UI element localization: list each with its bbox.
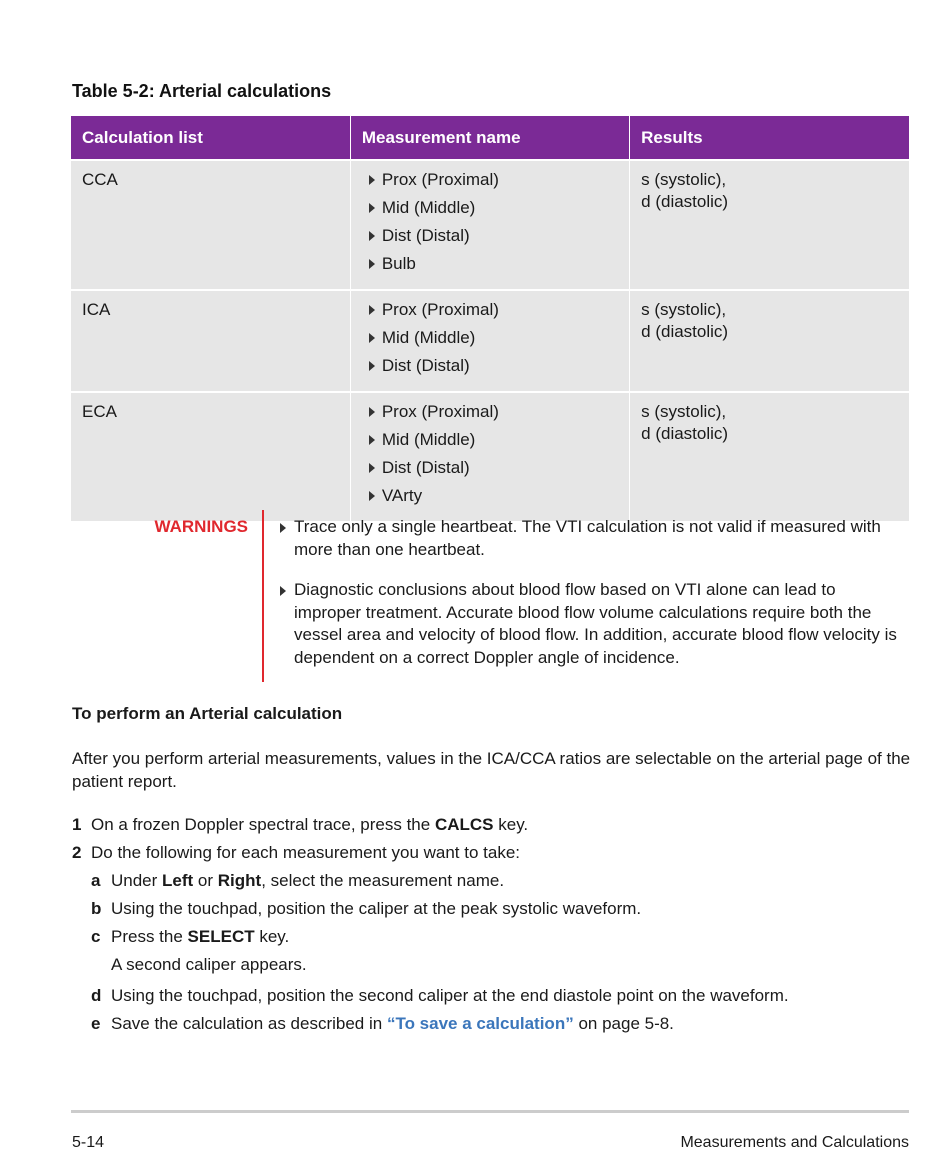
list-item: VArty <box>369 485 618 513</box>
arterial-calculations-table <box>71 116 909 521</box>
substep-note: A second caliper appears. <box>111 955 307 974</box>
warnings-label: WARNINGS <box>154 517 248 536</box>
list-item: Mid (Middle) <box>369 197 618 225</box>
substep-a: a Under Left or Right, select the measurement name. <box>91 871 505 890</box>
calc-cell: ICA <box>71 290 350 392</box>
substep-letter: b <box>91 899 102 918</box>
list-item: Prox (Proximal) <box>369 299 618 327</box>
substep-letter: e <box>91 1014 101 1033</box>
list-item: Mid (Middle) <box>369 327 618 355</box>
step-2: 2 Do the following for each measurement you want to take: a Under Left or Right, select the measurement name. b Using the touchpad, position the caliper at the peak systolic waveform. c Press the SELECT key. A second caliper appears. d Using the touchpad, position the second caliper at the end diastole point on the waveform. e Save the calculation as described in “To save a calculation” on page 5-8. <box>72 842 912 1035</box>
list-item: Dist (Distal) <box>369 457 618 485</box>
warning-item: Trace only a single heartbeat. The VTI calculation is not valid if measured with more than one heartbeat. <box>280 516 905 561</box>
bullet-triangle-icon <box>369 463 375 473</box>
list-item: Dist (Distal) <box>369 225 618 253</box>
bullet-triangle-icon <box>369 259 375 269</box>
bullet-triangle-icon <box>280 523 286 533</box>
warnings-divider <box>262 510 264 682</box>
procedure-intro: After you perform arterial measurements, values in the ICA/CCA ratios are selectable on the arterial page of the patient report. <box>72 749 911 791</box>
header-results: Results <box>630 116 909 160</box>
list-item: Prox (Proximal) <box>369 169 618 197</box>
header-calculation-list: Calculation list <box>71 116 350 160</box>
footer-divider <box>71 1110 909 1113</box>
substep-b: b Using the touchpad, position the caliper at the peak systolic waveform. <box>91 899 642 918</box>
calc-cell: ECA <box>71 392 350 521</box>
bullet-triangle-icon <box>369 231 375 241</box>
step-number: 2 <box>72 843 82 862</box>
list-item: Mid (Middle) <box>369 429 618 457</box>
calc-cell: CCA <box>71 160 350 290</box>
substep-e: e Save the calculation as described in “To save a calculation” on page 5-8. <box>91 1014 674 1033</box>
list-item: Bulb <box>369 253 618 281</box>
list-item: Dist (Distal) <box>369 355 618 383</box>
bullet-triangle-icon <box>369 407 375 417</box>
substep-letter: c <box>91 927 101 946</box>
bullet-triangle-icon <box>369 435 375 445</box>
substep-c: c Press the SELECT key. A second caliper appears. <box>91 926 912 976</box>
procedure-steps <box>72 814 912 1041</box>
measurement-cell <box>350 160 629 290</box>
bullet-triangle-icon <box>369 175 375 185</box>
results-cell: s (systolic), d (diastolic) <box>630 392 909 521</box>
results-cell: s (systolic), d (diastolic) <box>630 290 909 392</box>
measurement-cell <box>350 290 629 392</box>
chapter-title: Measurements and Calculations <box>680 1134 909 1151</box>
procedure-title: To perform an Arterial calculation <box>72 704 343 723</box>
step-number: 1 <box>72 815 82 834</box>
bullet-triangle-icon <box>369 203 375 213</box>
warning-item: Diagnostic conclusions about blood flow based on VTI alone can lead to improper treatment. Accurate blood flow volume calculations require both the vessel area and velocity of blood flow. In addition, accurate blood flow velocity is dependent on a correct Doppler angle of incidence. <box>280 579 905 669</box>
results-cell: s (systolic), d (diastolic) <box>630 160 909 290</box>
bullet-triangle-icon <box>369 333 375 343</box>
table-row <box>71 290 909 392</box>
bullet-triangle-icon <box>369 361 375 371</box>
substep-letter: d <box>91 986 102 1005</box>
table-row <box>71 392 909 521</box>
measurement-cell <box>350 392 629 521</box>
page-number: 5-14 <box>72 1134 105 1151</box>
substep-d: d Using the touchpad, position the second caliper at the end diastole point on the waveform. <box>91 986 789 1005</box>
cross-reference-link[interactable]: “To save a calculation” <box>386 1014 574 1033</box>
key-name: CALCS <box>434 815 494 834</box>
table-title: Table 5-2: Arterial calculations <box>72 81 332 101</box>
substep-letter: a <box>91 871 101 890</box>
warnings-list <box>280 516 905 687</box>
step-1: 1 On a frozen Doppler spectral trace, press the CALCS key. <box>72 815 529 834</box>
substeps <box>91 870 912 1035</box>
bullet-triangle-icon <box>280 586 286 596</box>
bullet-triangle-icon <box>369 305 375 315</box>
bullet-triangle-icon <box>369 491 375 501</box>
list-item: Prox (Proximal) <box>369 401 618 429</box>
header-measurement-name: Measurement name <box>350 116 629 160</box>
table-header-row <box>71 116 909 160</box>
table-row <box>71 160 909 290</box>
